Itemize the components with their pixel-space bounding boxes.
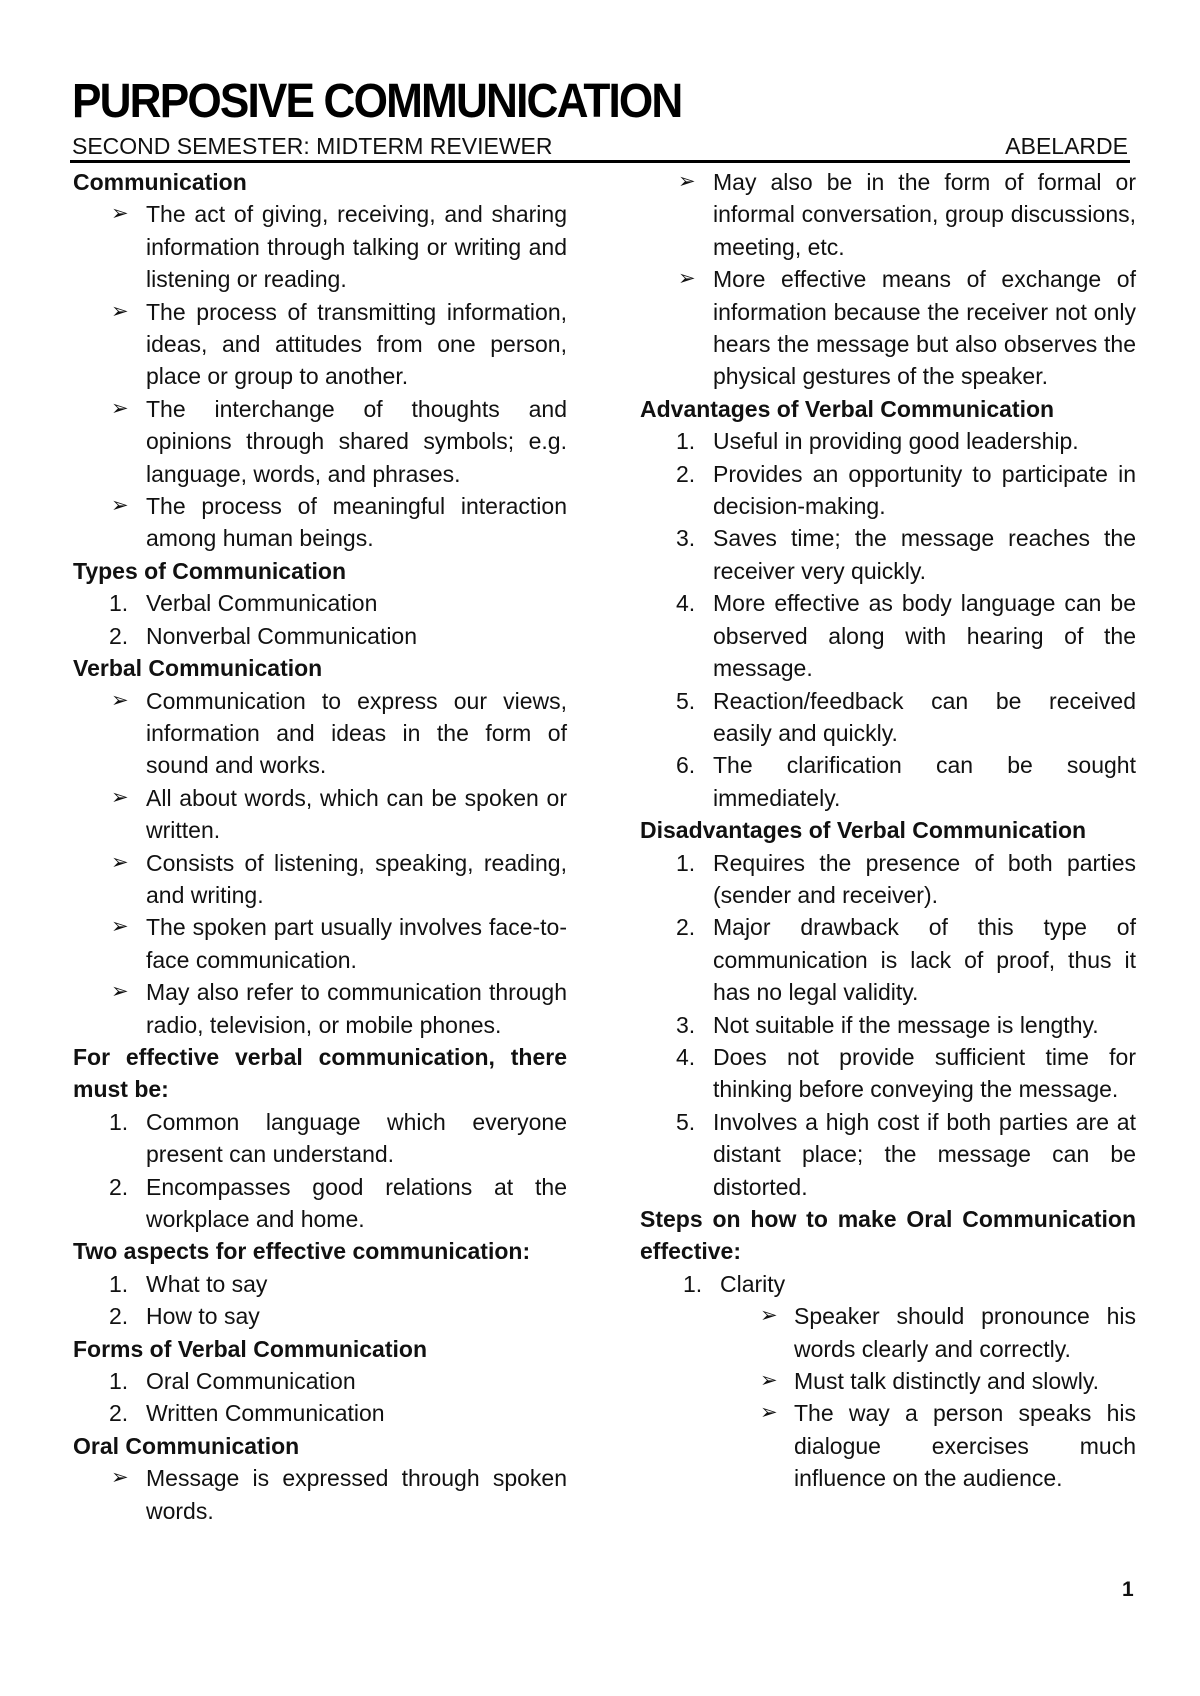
section-heading-advantages: Advantages of Verbal Communication (640, 395, 1055, 422)
document-subheader (72, 133, 1128, 160)
section-heading-communication: Communication (73, 169, 247, 195)
document-title: PURPOSIVE COMMUNICATION (72, 75, 682, 128)
list-item: ➢ May also be in the form of formal or informal conversation, group discussions, meeting, etc. (640, 166, 1136, 263)
numbered-item: 1. Requires the presence of both parties (sender and receiver). (676, 849, 1136, 908)
semester-label: SECOND SEMESTER: MIDTERM REVIEWER (72, 133, 553, 159)
section-heading-types: Types of Communication (73, 557, 347, 584)
arrow-bullet-icon: ➢ (678, 267, 696, 291)
numbered-item: 5. Involves a high cost if both parties are at distant place; the message can be distorted. (676, 1108, 1136, 1200)
numbered-item: 1. Clarity (683, 1270, 786, 1297)
list-item: ➢ The spoken part usually involves face-to-face communication. (73, 911, 567, 976)
arrow-bullet-icon: ➢ (760, 1369, 778, 1393)
numbered-item: 2. Provides an opportunity to participate in decision-making. (676, 460, 1136, 520)
numbered-item: 2. Major drawback of this type of communication is lack of proof, thus it has no legal validity. (676, 914, 1136, 1006)
list-item: ➢ Consists of listening, speaking, reading, and writing. (73, 847, 567, 912)
numbered-item: 2. Nonverbal Communication (109, 622, 418, 649)
numbered-item: 4. More effective as body language can be observed along with hearing of the message. (676, 590, 1136, 682)
numbered-item: 1. Verbal Communication (109, 590, 378, 617)
list-item: ➢ The act of giving, receiving, and sharing information through talking or writing and listening or reading. (73, 198, 567, 295)
arrow-bullet-icon: ➢ (111, 785, 129, 809)
author-name: ABELARDE (1005, 133, 1128, 159)
section-heading-forms: Forms of Verbal Communication (73, 1335, 427, 1362)
arrow-bullet-icon: ➢ (111, 688, 129, 712)
numbered-item: 4. Does not provide sufficient time for thinking before conveying the message. (676, 1043, 1136, 1103)
numbered-item: 1. Common language which everyone present can understand. (109, 1108, 567, 1168)
numbered-item: 1. Oral Communication (109, 1368, 356, 1395)
arrow-bullet-icon: ➢ (111, 1466, 129, 1490)
arrow-bullet-icon: ➢ (760, 1304, 778, 1328)
list-item: ➢ The process of meaningful interaction among human beings. (73, 490, 567, 555)
section-heading-steps: Steps on how to make Oral Communication effective: (640, 1206, 1136, 1265)
page-number: 1 (1122, 1578, 1134, 1601)
list-item: ➢ All about words, which can be spoken or written. (73, 782, 567, 847)
header-rule (70, 160, 1130, 163)
section-heading-oral: Oral Communication (73, 1432, 300, 1459)
arrow-bullet-icon: ➢ (111, 980, 129, 1004)
list-item: ➢ May also refer to communication through radio, television, or mobile phones. (73, 976, 567, 1041)
arrow-bullet-icon: ➢ (111, 202, 129, 226)
list-item: ➢ More effective means of exchange of information because the receiver not only hears the message but also observes the physical gestures of the speaker. (640, 263, 1136, 393)
arrow-bullet-icon: ➢ (111, 850, 129, 874)
section-heading-effective: For effective verbal communication, there must be: (73, 1043, 567, 1103)
arrow-bullet-icon: ➢ (760, 1401, 778, 1425)
sub-list-item: ➢ Speaker should pronounce his words clearly and correctly. (640, 1300, 1136, 1365)
list-item: ➢ The process of transmitting information, ideas, and attitudes from one person, place or group to another. (73, 296, 567, 393)
numbered-item: 5. Reaction/feedback can be received easily and quickly. (676, 687, 1136, 746)
left-column (73, 166, 567, 1527)
section-heading-verbal: Verbal Communication (73, 655, 323, 682)
arrow-bullet-icon: ➢ (111, 299, 129, 323)
numbered-item: 1. Useful in providing good leadership. (676, 428, 1079, 455)
numbered-item: 3. Not suitable if the message is lengthy. (676, 1011, 1099, 1038)
arrow-bullet-icon: ➢ (111, 494, 129, 518)
arrow-bullet-icon: ➢ (678, 170, 696, 193)
numbered-item: 6. The clarification can be sought immediately. (676, 752, 1136, 811)
section-heading-disadvantages: Disadvantages of Verbal Communication (640, 817, 1087, 844)
list-item: ➢ The interchange of thoughts and opinions through shared symbols; e.g. language, words, and phrases. (73, 393, 567, 490)
numbered-item: 2. Encompasses good relations at the workplace and home. (109, 1173, 567, 1232)
list-item: ➢ Message is expressed through spoken words. (73, 1462, 567, 1527)
numbered-item: 2. Written Communication (109, 1400, 385, 1427)
right-column (640, 166, 1136, 1495)
sub-list-item: ➢ Must talk distinctly and slowly. (640, 1365, 1136, 1397)
sub-list-item: ➢ The way a person speaks his dialogue exercises much influence on the audience. (640, 1397, 1136, 1494)
section-heading-aspects: Two aspects for effective communication: (73, 1238, 531, 1265)
numbered-item: 2. How to say (109, 1303, 260, 1330)
numbered-item: 3. Saves time; the message reaches the receiver very quickly. (676, 525, 1136, 584)
numbered-item: 1. What to say (109, 1270, 268, 1297)
list-item: ➢ Communication to express our views, information and ideas in the form of sound and works. (73, 685, 567, 782)
arrow-bullet-icon: ➢ (111, 396, 129, 420)
arrow-bullet-icon: ➢ (111, 915, 129, 939)
